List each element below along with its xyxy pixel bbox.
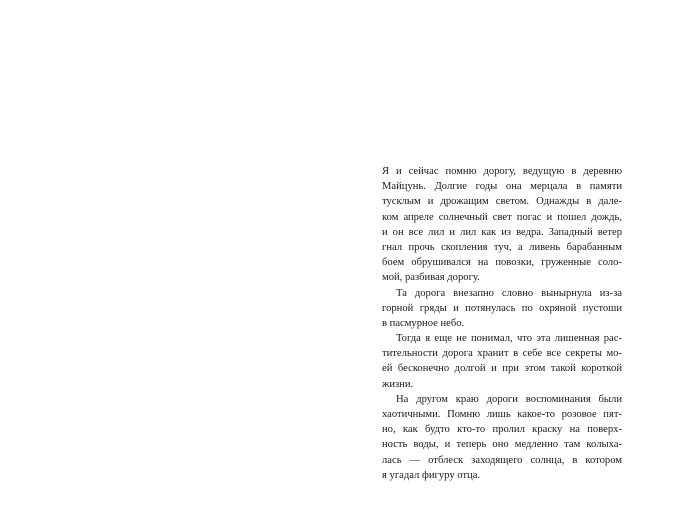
- text-line: На другом краю дороги воспоминания были: [396, 393, 622, 405]
- text-line: ей бесконечно долгой и при этом такой короткой: [382, 363, 622, 375]
- text-line: лась — отблеск заходящего солнца, в котором: [382, 454, 622, 466]
- text-line: гнал прочь скопления туч, а ливень барабанным: [382, 241, 622, 253]
- text-line: мой, разбивая дорогу.: [382, 272, 480, 284]
- text-line: хаотичными. Помню лишь какое-то розовое пят-: [382, 409, 622, 420]
- text-line: тительности дорога хранит в себе все секреты мо-: [382, 348, 622, 360]
- body-text: [382, 164, 622, 483]
- text-line: я угадал фигуру отца.: [382, 469, 481, 481]
- text-line: в пасмурное небо.: [382, 317, 465, 329]
- text-line: горной гряды и потянулась по охряной пустоши: [382, 302, 622, 314]
- text-line: и он все лил и лил как из ведра. Западный ветер: [382, 226, 622, 238]
- text-line: ность воды, и теперь оно медленно там колыха-: [382, 439, 622, 451]
- text-line: Та дорога внезапно словно вынырнула из-за: [396, 287, 622, 299]
- text-line: Тогда я еще не понимал, что эта лишенная рас-: [396, 333, 622, 345]
- text-line: Майцунь. Долгие годы она мерцала в памяти: [382, 181, 622, 193]
- text-line: боем обрушивался на повозки, груженные соло-: [382, 257, 622, 269]
- text-line: тусклым и дрожащим светом. Однажды в дале-: [382, 196, 622, 208]
- text-line: жизни.: [382, 378, 414, 390]
- text-line: но, как будто кто-то пролил краску на поверх-: [382, 424, 622, 436]
- text-line: ком апреле солнечный свет погас и пошел дождь,: [382, 211, 622, 223]
- text-line: Я и сейчас помню дорогу, ведущую в деревню: [382, 166, 622, 177]
